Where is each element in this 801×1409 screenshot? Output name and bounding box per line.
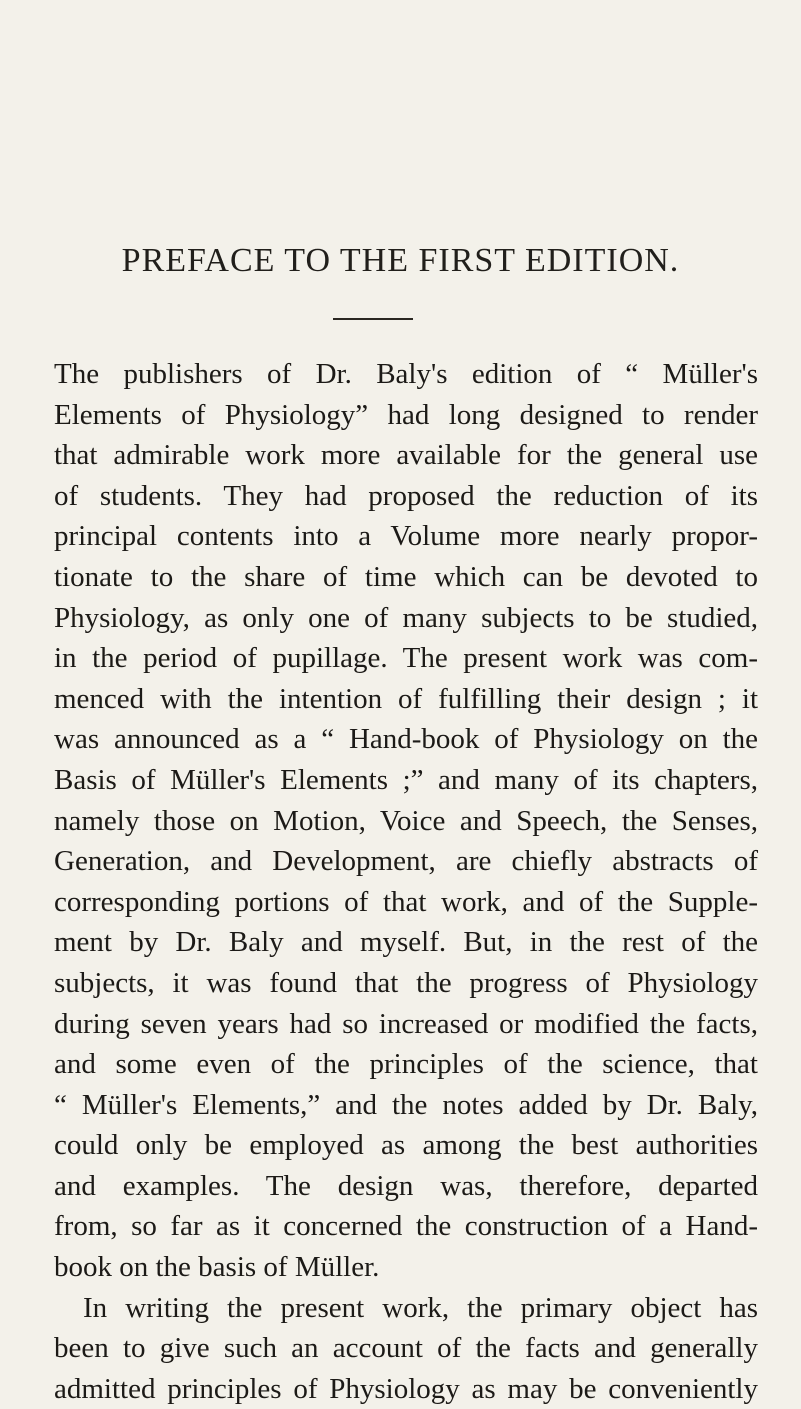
text-line: The publishers of Dr. Baly's edition of “ Müller's [54,358,758,390]
text-line: that admirable work more available for the general use [54,439,758,472]
text-line: admitted principles of Physiology as may be conveniently [54,1372,758,1405]
text-line: Basis of Müller's Elements ;” and many of its chapters, [54,763,758,796]
text-line: from, so far as it concerned the construction of a Hand- [54,1210,758,1243]
paragraph-1 [54,354,758,1288]
text-line: Generation, and Development, are chiefly abstracts of [54,845,758,878]
text-line: corresponding portions of that work, and of the Supple- [54,885,758,918]
text-line: of students. They had proposed the reduction of its [54,479,758,512]
text-line: could only be employed as among the best authorities [54,1129,758,1162]
text-line: principal contents into a Volume more nearly propor- [54,520,758,553]
text-line: and examples. The design was, therefore, departed [54,1169,758,1202]
text-line: “ Müller's Elements,” and the notes added by Dr. Baly, [54,1088,758,1121]
text-line: and some even of the principles of the science, that [54,1048,758,1081]
text-line: in the period of pupillage. The present work was com- [54,642,758,675]
text-line: book on the basis of Müller. [54,1251,380,1284]
text-line: subjects, it was found that the progress of Physiology [54,966,758,999]
text-line: ment by Dr. Baly and myself. But, in the rest of the [54,926,758,959]
page-title: PREFACE TO THE FIRST EDITION. [121,242,680,279]
title-rule-divider [333,318,413,320]
text-line: during seven years had so increased or modified the facts, [54,1007,758,1040]
text-line: menced with the intention of fulfilling their design ; it [54,682,758,715]
text-line: tionate to the share of time which can be devoted to [54,560,758,593]
preface-body [54,354,758,1409]
text-line: In writing the present work, the primary object has [83,1291,758,1324]
text-line: Physiology, as only one of many subjects to be studied, [54,601,758,634]
paragraph-2 [54,1288,758,1409]
text-line: been to give such an account of the facts and generally [54,1332,758,1365]
text-line: was announced as a “ Hand-book of Physiology on the [54,723,758,756]
text-line: namely those on Motion, Voice and Speech, the Senses, [54,804,758,837]
text-line: Elements of Physiology” had long designed to render [54,398,758,431]
